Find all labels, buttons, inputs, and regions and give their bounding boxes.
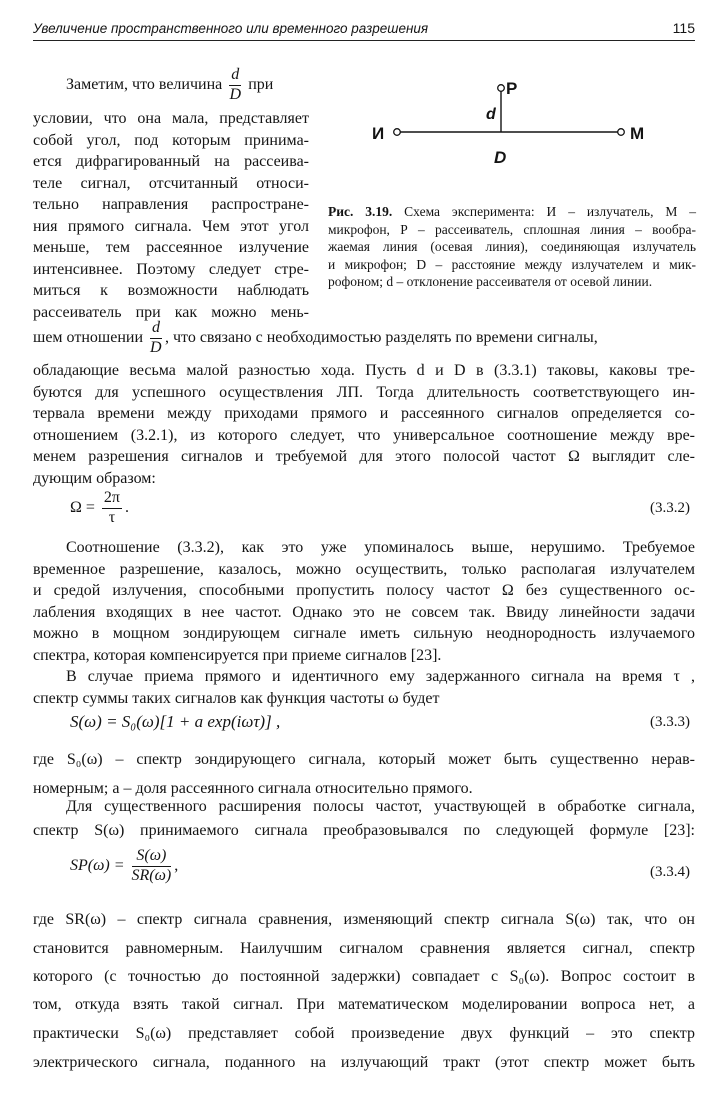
equation-lhs: Ω = [70,498,95,516]
text-span: , что связано с необходимостью разделять по времени сигналы, [165,329,598,346]
fraction-numerator: d [229,67,241,86]
equation-3-3-2 [70,490,129,527]
experiment-diagram [360,75,680,215]
fraction-numerator: d [150,320,162,339]
caption-label: Рис. 3.19. [328,204,393,219]
text-line: и средой излучения, способными пропустить полосу частот Ω без существенного ос- [33,582,695,599]
paragraph-6 [33,796,695,844]
text-line: отношением (3.2.1), из которого следует, что универсальное соотношение между вре- [33,426,695,444]
fraction-denominator: D [150,338,162,356]
text-line: номерным; a – доля рассеянного сигнала относительно прямого. [33,780,473,797]
running-header [33,20,695,41]
label-D: D [494,148,507,167]
text-line: ния прямого сигнала. Чем этот угол [33,217,309,235]
text-line: лабления входящих в нее частот. Однако это не совсем так. Ввиду линейности задачи [33,603,695,621]
caption-line: микрофон, Р – рассеиватель, сплошная линия – вообра- [328,221,696,237]
equation-lhs: SP(ω) = [70,856,125,874]
text-line: спектр суммы таких сигналов как функция частоты ω будет [33,689,440,707]
text-line: буются для успешного осуществления ЛП. Тогда длительность соответствующего ин- [33,383,695,401]
fraction-line [33,314,695,362]
text-line: дующим образом: [33,469,156,487]
text-line: обладающие весьма малой разностью хода. Пусть d и D в (3.3.1) таковы, каковы тре- [33,362,695,379]
text-line: миться к возможности наблюдать [33,282,309,299]
caption-line: жаемая линия (осевая линия), соединяющая излучатель [328,239,696,254]
text-line: спектр S(ω) принимаемого сигнала преобразовывался по следующей формуле [23]: [33,821,695,839]
fraction-denominator: τ [108,508,116,526]
text-line: меньше, тем рассеянное излучение [33,239,309,256]
text-line: становится равномерным. Наилучшим сигналом сравнения является сигнал, спектр [33,940,695,957]
equation-tail: . [125,498,129,516]
paragraph-3 [33,537,695,666]
paragraph-2 [33,360,695,489]
text-span: Заметим, что величина [66,76,223,93]
text-span: при [248,76,274,93]
caption-line: рофоном; d – отклонение рассеивателя от осевой линии. [328,274,653,289]
text-line: тельно направления распростране- [33,196,309,213]
text-line: где SR(ω) – спектр сигнала сравнения, изменяющий спектр сигнала S(ω) так, что он [33,911,695,928]
fraction-d-over-D [229,67,241,104]
equation-fraction [132,848,172,885]
caption-text: Схема эксперимента: И – излучатель, М – [404,204,696,219]
equation-number: (3.3.4) [650,864,690,880]
emitter-node [394,129,401,136]
fraction-numerator: 2π [102,490,122,509]
intro-first-line [33,62,309,108]
fraction-numerator: S(ω) [132,848,172,867]
caption-line [328,203,696,221]
text-line: интенсивнее. Поэтому следует стре- [33,260,309,278]
text-span: шем отношении [33,329,143,346]
paragraph-4 [33,666,695,709]
text-line: временное разрешение, казалось, можно осуществить, только располагая излучателем [33,560,695,578]
scatterer-node [498,85,505,92]
label-microphone: М [630,124,645,143]
text-line: Соотношение (3.3.2), как это уже упоминалось выше, нерушимо. Требуемое [66,539,695,556]
text-line: рассеиватель при как можно мень- [33,303,309,321]
label-d: d [486,106,496,123]
text-line: электрического сигнала, поданного на излучающий тракт (этот спектр может быть [33,1054,695,1071]
text-line: где S₀(ω) – спектр зондирующего сигнала, который может быть существенно нерав- [33,751,695,768]
caption-line: и микрофон; D – расстояние между излучателем и мик- [328,256,696,272]
equation-fraction [102,490,122,527]
text-line: том, откуда взять такой сигнал. При математическом моделировании вопроса нет, а [33,996,695,1013]
equation-text: S(ω) = S₀(ω)[1 + a exp(iωτ)] , [70,712,281,731]
text-line: теле сигнал, отсчитанный относи- [33,174,309,192]
text-line: В случае приема прямого и идентичного ему задержанного сигнала на время τ , [66,668,695,685]
figure-caption [328,203,696,291]
label-P: P [506,79,518,98]
text-line: тервала времени между приходами прямого и рассеянного сигналов определяется со- [33,405,695,422]
text-line: Для существенного расширения полосы частот, участвующей в обработке сигнала, [66,798,695,815]
text-line: которого (с точностью до постоянной задержки) совпадает с S₀(ω). Вопрос состоит в [33,968,695,985]
text-line: можно в мощном зондирующем сигнале иметь сильную неоднородность излучаемого [33,625,695,642]
equation-3-3-4 [70,848,178,885]
page-number: 115 [672,20,695,36]
fraction-denominator: SR(ω) [131,866,172,884]
text-line: практически S₀(ω) представляет собой произведение двух функций – это спектр [33,1025,695,1042]
label-emitter: И [372,124,385,143]
microphone-node [618,129,625,136]
text-line: менем разрешения сигналов и требуемой для этого полосой частот Ω выглядит сле- [33,448,696,465]
text-line: ется дифрагированный на рассеива- [33,153,309,170]
text-line [33,314,695,362]
fraction-denominator: D [229,85,242,103]
text-line: условии, что она мала, представляет [33,110,309,127]
figure-3-19 [360,75,680,215]
intro-paragraph [33,62,309,323]
equation-3-3-3 [70,712,280,732]
text-line: спектра, которая компенсируется при приеме сигналов [23]. [33,646,442,664]
text-line: собой угол, под которым принима- [33,131,309,149]
equation-number: (3.3.2) [650,500,690,516]
fraction-d-over-D [150,320,162,357]
running-title: Увеличение пространственного или временного разрешения [33,21,429,36]
equation-number: (3.3.3) [650,714,690,730]
paragraph-7 [33,905,695,1077]
equation-tail: , [174,856,179,874]
